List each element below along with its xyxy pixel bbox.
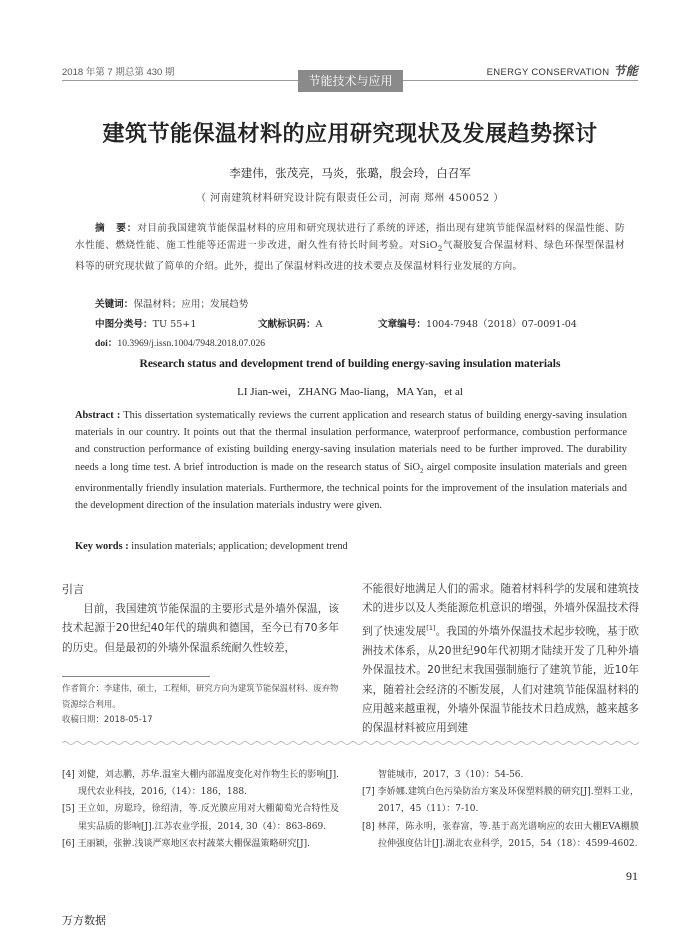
document-code [258, 316, 323, 330]
abstract-en-subscript: 2 [420, 466, 424, 475]
abstract-cn-text-2: 气凝胶复合保温材料、绿色环保型保温材料等的研究现状做了简单的介绍。此外，提出了保温材料改进的技术要点及保温材料行业发展的方向。 [75, 240, 625, 273]
abstract-en-text-1: This dissertation systematically reviews the current application and research status of building energy-saving insulation materials in our country. It points out that the thermal insulation performance, waterproof performance, combustion performance and construction performance of existing building energy-saving insulation materials need to be further improved. The durability needs a long time test. A brief introduction is made on the research status of SiO [75, 410, 627, 473]
abstract-cn-subscript: 2 [437, 245, 443, 254]
english-authors: LI Jian-wei，ZHANG Mao-liang，MA Yan，et al [237, 386, 463, 398]
keywords-en-value: insulation materials; application; development trend [131, 541, 348, 552]
article-number-label: 文章编号： [378, 319, 426, 330]
reference-item: [8] 林萍，陈永明，张春富，等.基于高光谱响应的农田大棚EVA棚膜拉伸强度估计[J].湖北农业科学，2015，54（18）：4599-4602. [362, 821, 639, 849]
issue-info: 2018 年第 7 期总第 430 期 [62, 67, 175, 78]
references-left [62, 767, 339, 853]
intro-text-right [362, 580, 639, 739]
keywords-en [75, 541, 348, 552]
clc-label: 中图分类号： [95, 319, 153, 330]
author-list: 李建伟，张茂亮，马炎，张璐，殷会玲，白召军 [229, 166, 471, 180]
page-number: 91 [626, 869, 638, 883]
abstract-en-label: Abstract : [75, 410, 121, 421]
author-footnote [62, 681, 339, 728]
author-bio: 作者简介：李建伟，硕士，工程师，研究方向为建筑节能保温材料、废弃物资源综合利用。 [62, 683, 339, 709]
reference-item: [4] 刘健，刘志鹏，苏华.温室大棚内部温度变化对作物生长的影响[J].现代农业科技，2016,（14）：186，188. [62, 770, 339, 798]
abstract-en-text-2: airgel composite insulation materials and green environmentally friendly insulation materials. Furthermore, the technical points for the improvement of the insulation materials and the development direction of the insulation materials industry were given. [75, 461, 627, 512]
doi-value: 10.3969/j.issn.1004/7948.2018.07.026 [117, 338, 266, 349]
doc-code-value: A [315, 319, 323, 330]
english-title: Research status and development trend of building energy-saving insulation materials [139, 358, 561, 370]
clc-value: TU 55+1 [152, 319, 197, 330]
reference-item: [5] 王立如，房聪玲，徐绍清，等.反光膜应用对大棚葡萄光合特性及果实品质的影响[J].江苏农业学报，2014, 30（4）：863-869. [62, 804, 339, 832]
abstract-cn-label: 摘 要： [95, 223, 138, 234]
article-number [378, 316, 577, 330]
clc-number [95, 316, 196, 330]
intro-right-text-b: 。我国的外墙外保温技术起步较晚，基于欧洲技术体系，从20世纪90年代初期才陆续开发了几种外墙外保温技术。20世纪末我国强制施行了建筑节能，近10年来，随着社会经济的不断发展，人们对建筑节能保温材料的应用越来越重视，外墙外保温节能技术日趋成熟，越来越多的保温材料被应用到建 [362, 625, 640, 735]
journal-logo-cn: 节能 [613, 64, 638, 78]
keywords-cn-label: 关键词： [95, 299, 134, 310]
keywords-cn [95, 296, 249, 310]
paper-title: 建筑节能保温材料的应用研究现状及发展趋势探讨 [102, 122, 598, 147]
wavy-separator [62, 740, 639, 746]
reference-item: [7] 李娇娜.建筑白色污染防治方案及环保塑料膜的研究[J].塑料工业，2017，45（11）：7-10. [362, 787, 639, 815]
references-right [362, 767, 639, 853]
citation-marker[interactable]: [1] [426, 623, 436, 632]
journal-name [487, 62, 638, 79]
doi-label: doi： [95, 338, 118, 349]
article-number-value: 1004-7948（2018）07-0091-04 [425, 319, 577, 330]
intro-right-text-a: 不能很好地满足人们的需求。随着材料科学的发展和建筑技术的进步以及人类能源危机意识的增强，外墙外保温技术得到了快速发展 [362, 583, 639, 638]
affiliation: （ 河南建筑材料研究设计院有限责任公司，河南 郑州 450052 ） [196, 193, 504, 204]
journal-name-en: ENERGY CONSERVATION [486, 67, 610, 78]
keywords-en-label: Key words : [75, 541, 129, 552]
wanfang-watermark: 万方数据 [62, 914, 106, 927]
doi [95, 335, 265, 349]
abstract-en [75, 407, 627, 514]
abstract-cn [75, 220, 625, 276]
footnote-rule [62, 676, 210, 677]
intro-text-left: 目前，我国建筑节能保温的主要形式是外墙外保温，该技术起源于20世纪40年代的瑞典和德国，至今已有70多年的历史。但是最初的外墙外保温系统耐久性较差， [62, 603, 339, 654]
abstract-cn-text-1: 对目前我国建筑节能保温材料的应用和研究现状进行了系统的评述，指出现有建筑节能保温材料的保温性能、防水性能、燃烧性能、施工性能等还需进一步改进，耐久性有待长时间考验。对SiO [75, 223, 625, 252]
reference-item-continued: 智能城市，2017，3（10）：54-56. [378, 770, 524, 780]
doc-code-label: 文献标识码： [258, 319, 316, 330]
reference-item: [6] 王丽颖，张翀.浅谈严寒地区农村蔬菜大棚保温策略研究[J]. [62, 838, 310, 849]
received-date: 收稿日期：2018-05-17 [62, 714, 153, 725]
section-tag: 节能技术与应用 [298, 70, 403, 92]
keywords-cn-value: 保温材料；应用；发展趋势 [133, 299, 249, 310]
section-heading-intro: 引言 [62, 583, 84, 596]
